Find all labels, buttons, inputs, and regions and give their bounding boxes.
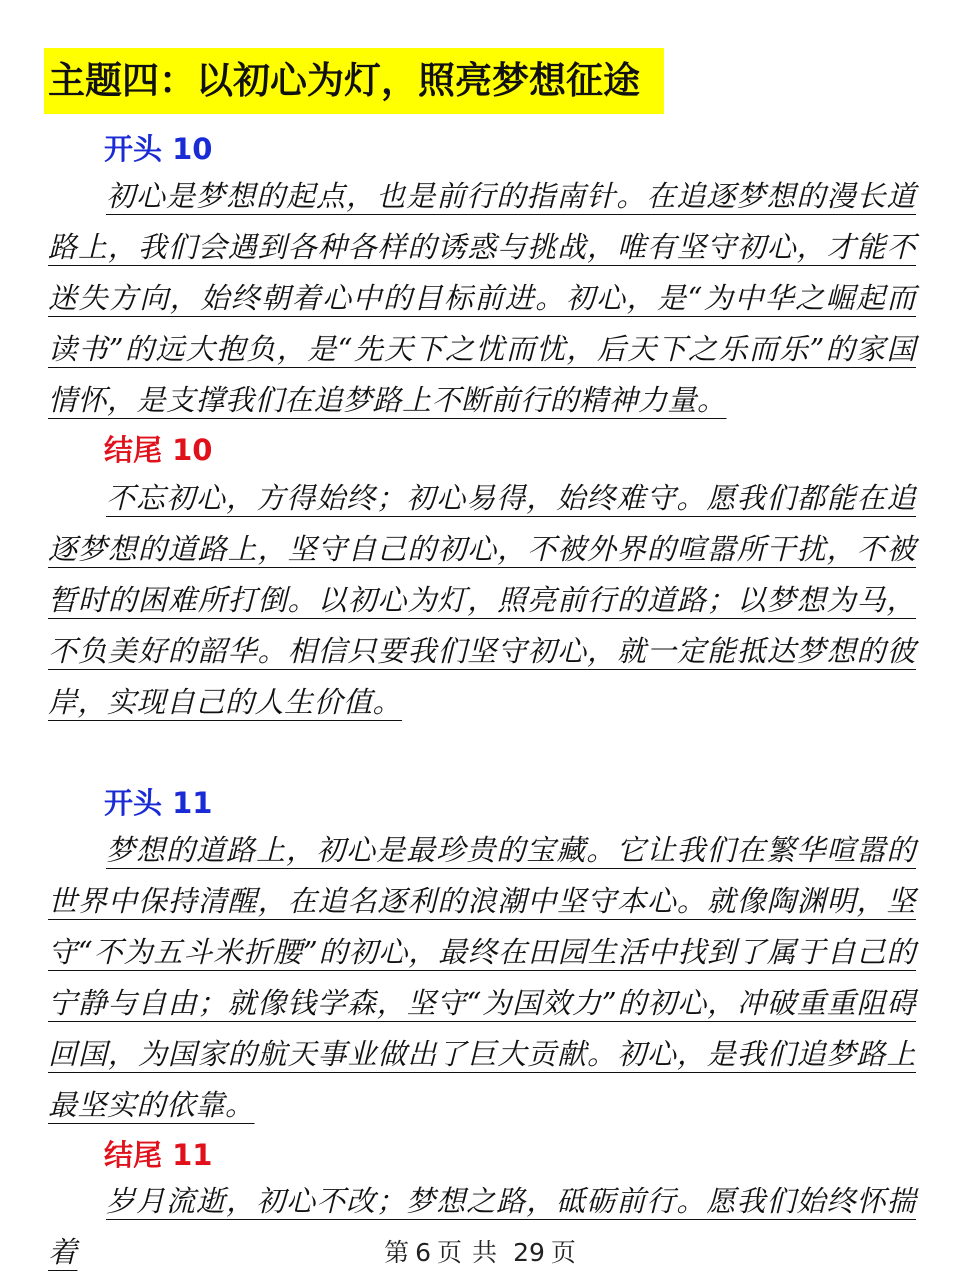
section-paragraph-opening-10 [48,171,916,426]
footer-middle2: 共 [472,1238,498,1267]
page-title: 主题四：以初心为灯，照亮梦想征途 [44,48,664,114]
footer-prefix: 第 [384,1238,410,1267]
page-footer [0,1236,960,1270]
footer-middle1: 页 [437,1238,463,1267]
paragraph-text: 梦想的道路上，初心是最珍贵的宝藏。它让我们在繁华喧嚣的世界中保持清醒，在追名逐利的浪潮中坚守本心。就像陶渊明，坚守“不为五斗米折腰”的初心，最终在田园生活中找到了属于自己的宁静与自由；就像钱学森，坚守“为国效力”的初心，冲破重重阻碍回国，为国家的航天事业做出了巨大贡献。初心，是我们追梦路上最坚实的依靠。 [48,833,916,1122]
paragraph-text: 岁月流逝，初心不改；梦想之路，砥砺前行。愿我们始终怀揣着 [48,1184,916,1269]
footer-total-pages: 29 [513,1238,545,1267]
paragraph-text: 初心是梦想的起点，也是前行的指南针。在追逐梦想的漫长道路上，我们会遇到各种各样的诱惑与挑战，唯有坚守初心，才能不迷失方向，始终朝着心中的目标前进。初心，是“为中华之崛起而读书”的远大抱负，是“先天下之忧而忧，后天下之乐而乐”的家国情怀，是支撑我们在追梦路上不断前行的精神力量。 [48,179,916,417]
section-heading-opening-11: 开头 11 [104,786,213,820]
section-heading-opening-10: 开头 10 [104,132,213,166]
section-paragraph-ending-10 [48,473,916,728]
footer-page-number: 6 [415,1238,432,1267]
section-heading-ending-10: 结尾 10 [104,433,213,467]
section-paragraph-opening-11 [48,825,916,1131]
section-heading-ending-11: 结尾 11 [104,1138,213,1172]
footer-suffix: 页 [550,1238,576,1267]
paragraph-text: 不忘初心，方得始终；初心易得，始终难守。愿我们都能在追逐梦想的道路上，坚守自己的初心，不被外界的喧嚣所干扰，不被暂时的困难所打倒。以初心为灯，照亮前行的道路；以梦想为马，不负美好的韶华。相信只要我们坚守初心，就一定能抵达梦想的彼岸，实现自己的人生价值。 [48,481,916,719]
